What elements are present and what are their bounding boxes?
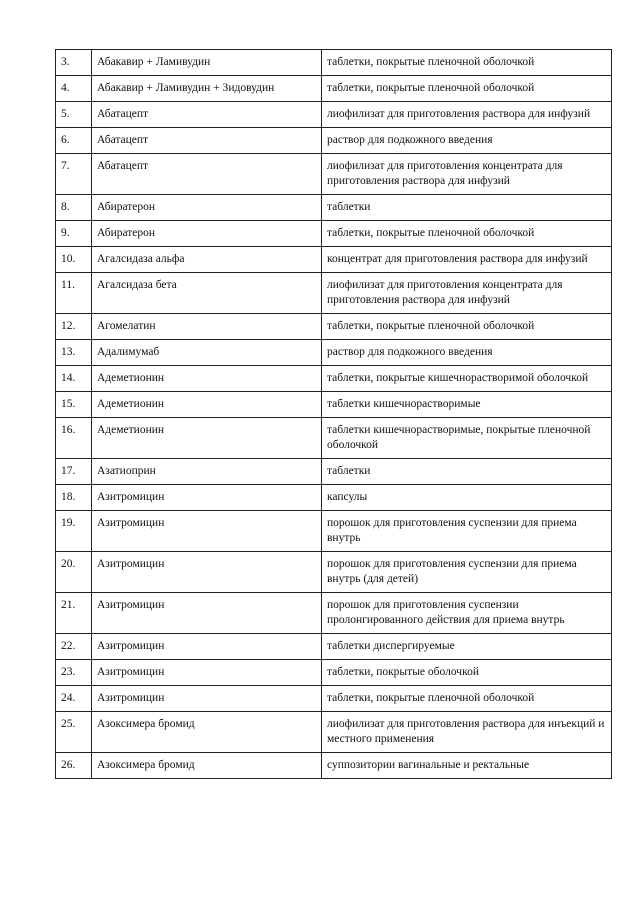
drug-name: Адеметионин [92, 418, 322, 459]
table-row [56, 366, 612, 392]
row-number: 9. [56, 221, 92, 247]
dosage-form: раствор для подкожного введения [322, 340, 612, 366]
table-row [56, 686, 612, 712]
dosage-form: таблетки, покрытые оболочкой [322, 660, 612, 686]
dosage-form: порошок для приготовления суспензии пролонгированного действия для приема внутрь [322, 593, 612, 634]
table-row [56, 102, 612, 128]
table-row [56, 392, 612, 418]
drug-name: Абатацепт [92, 102, 322, 128]
row-number: 11. [56, 273, 92, 314]
dosage-form: таблетки, покрытые пленочной оболочкой [322, 686, 612, 712]
drug-name: Азатиоприн [92, 459, 322, 485]
dosage-form: лиофилизат для приготовления концентрата для приготовления раствора для инфузий [322, 273, 612, 314]
row-number: 5. [56, 102, 92, 128]
row-number: 4. [56, 76, 92, 102]
row-number: 19. [56, 511, 92, 552]
dosage-form: таблетки [322, 195, 612, 221]
row-number: 17. [56, 459, 92, 485]
table-row [56, 511, 612, 552]
table-row [56, 314, 612, 340]
row-number: 15. [56, 392, 92, 418]
row-number: 26. [56, 753, 92, 779]
drug-table-body [56, 50, 612, 779]
dosage-form: таблетки, покрытые пленочной оболочкой [322, 50, 612, 76]
drug-name: Азитромицин [92, 660, 322, 686]
row-number: 3. [56, 50, 92, 76]
row-number: 22. [56, 634, 92, 660]
table-row [56, 660, 612, 686]
table-row [56, 340, 612, 366]
table-row [56, 753, 612, 779]
dosage-form: лиофилизат для приготовления концентрата для приготовления раствора для инфузий [322, 154, 612, 195]
drug-name: Абатацепт [92, 128, 322, 154]
dosage-form: таблетки кишечнорастворимые [322, 392, 612, 418]
drug-name: Азоксимера бромид [92, 753, 322, 779]
drug-name: Азитромицин [92, 593, 322, 634]
dosage-form: капсулы [322, 485, 612, 511]
drug-table [55, 49, 612, 779]
dosage-form: таблетки, покрытые пленочной оболочкой [322, 314, 612, 340]
dosage-form: порошок для приготовления суспензии для приема внутрь [322, 511, 612, 552]
dosage-form: таблетки [322, 459, 612, 485]
table-row [56, 712, 612, 753]
dosage-form: таблетки, покрытые пленочной оболочкой [322, 221, 612, 247]
table-row [56, 273, 612, 314]
row-number: 20. [56, 552, 92, 593]
table-row [56, 50, 612, 76]
table-row [56, 418, 612, 459]
drug-name: Азитромицин [92, 552, 322, 593]
drug-name: Адалимумаб [92, 340, 322, 366]
table-row [56, 634, 612, 660]
dosage-form: таблетки, покрытые кишечнорастворимой оболочкой [322, 366, 612, 392]
row-number: 13. [56, 340, 92, 366]
drug-name: Абиратерон [92, 195, 322, 221]
table-row [56, 195, 612, 221]
drug-name: Азитромицин [92, 634, 322, 660]
drug-name: Азитромицин [92, 511, 322, 552]
row-number: 18. [56, 485, 92, 511]
table-row [56, 128, 612, 154]
row-number: 24. [56, 686, 92, 712]
drug-name: Абакавир + Ламивудин + Зидовудин [92, 76, 322, 102]
row-number: 25. [56, 712, 92, 753]
dosage-form: суппозитории вагинальные и ректальные [322, 753, 612, 779]
table-row [56, 552, 612, 593]
drug-name: Агомелатин [92, 314, 322, 340]
row-number: 8. [56, 195, 92, 221]
drug-name: Агалсидаза бета [92, 273, 322, 314]
table-row [56, 154, 612, 195]
row-number: 14. [56, 366, 92, 392]
dosage-form: таблетки диспергируемые [322, 634, 612, 660]
drug-name: Абакавир + Ламивудин [92, 50, 322, 76]
dosage-form: таблетки, покрытые пленочной оболочкой [322, 76, 612, 102]
row-number: 12. [56, 314, 92, 340]
table-row [56, 459, 612, 485]
drug-name: Азитромицин [92, 686, 322, 712]
dosage-form: концентрат для приготовления раствора для инфузий [322, 247, 612, 273]
row-number: 23. [56, 660, 92, 686]
table-row [56, 485, 612, 511]
drug-name: Азитромицин [92, 485, 322, 511]
table-row [56, 247, 612, 273]
dosage-form: раствор для подкожного введения [322, 128, 612, 154]
drug-name: Агалсидаза альфа [92, 247, 322, 273]
table-row [56, 593, 612, 634]
row-number: 21. [56, 593, 92, 634]
table-row [56, 76, 612, 102]
drug-name: Абатацепт [92, 154, 322, 195]
drug-name: Адеметионин [92, 392, 322, 418]
drug-name: Азоксимера бромид [92, 712, 322, 753]
drug-name: Адеметионин [92, 366, 322, 392]
row-number: 10. [56, 247, 92, 273]
dosage-form: порошок для приготовления суспензии для приема внутрь (для детей) [322, 552, 612, 593]
row-number: 16. [56, 418, 92, 459]
row-number: 7. [56, 154, 92, 195]
dosage-form: таблетки кишечнорастворимые, покрытые пленочной оболочкой [322, 418, 612, 459]
table-row [56, 221, 612, 247]
row-number: 6. [56, 128, 92, 154]
drug-name: Абиратерон [92, 221, 322, 247]
dosage-form: лиофилизат для приготовления раствора для инфузий [322, 102, 612, 128]
dosage-form: лиофилизат для приготовления раствора для инъекций и местного применения [322, 712, 612, 753]
